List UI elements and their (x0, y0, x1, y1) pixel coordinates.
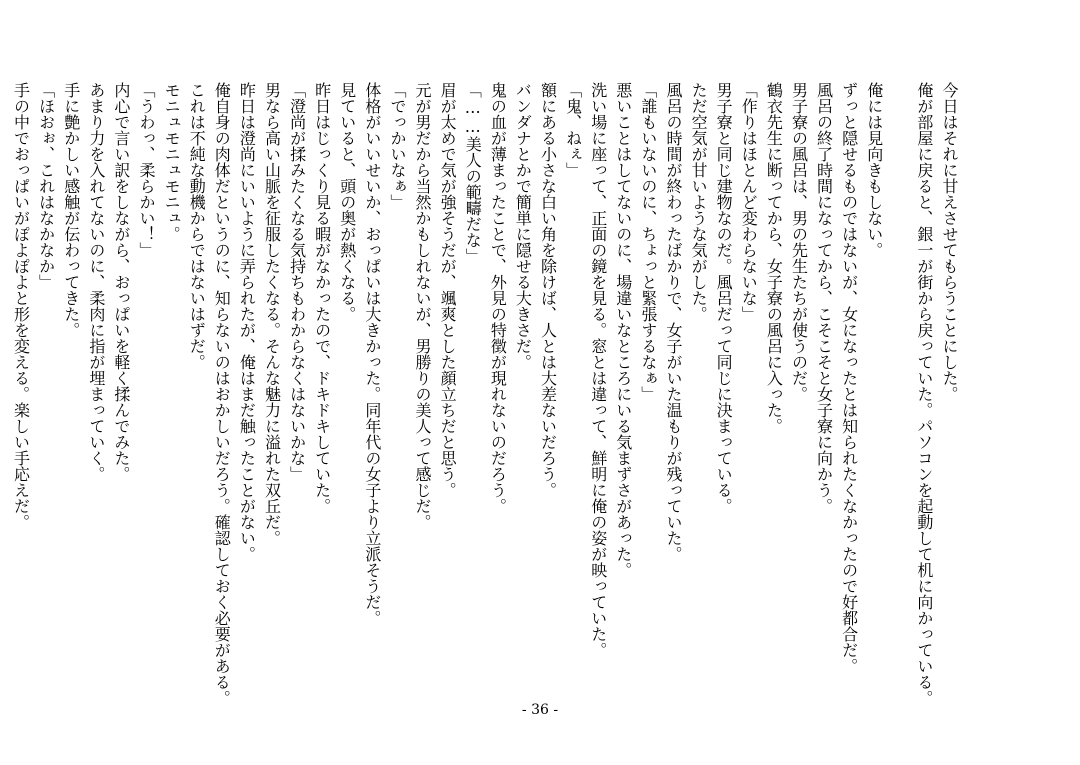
text-line: 男子寮の風呂は、男の先生たちが使うのだ。 (789, 82, 809, 402)
text-line: 眉が太めで気が強そうだが、颯爽とした顔立ちだと思う。 (438, 82, 458, 498)
body-text (8, 82, 962, 706)
text-line: 「誰もいないのに、ちょっと緊張するなぁ」 (638, 82, 658, 402)
text-line: これは不純な動機からではないはずだ。 (187, 82, 207, 370)
text-line: モニュモニュモニュ。 (162, 82, 182, 242)
text-line: 「ほおぉ、これはなかなか」 (36, 82, 56, 290)
text-line: 見ていると、頭の奥が熱くなる。 (337, 82, 357, 322)
text-line: 「……美人の範疇だな」 (463, 82, 483, 264)
page-number: - 36 - (521, 702, 559, 718)
text-line: 風呂の時間が終わったばかりで、女子がいた温もりが残っていた。 (663, 82, 683, 562)
text-line: 「作りはほとんど変わらないな」 (739, 82, 759, 322)
text-line: 悪いことはしてないのに、場違いなところにいる気まずさがあった。 (613, 82, 633, 578)
text-line: 俺自身の肉体だというのに、知らないのはおかしいだろう。確認しておく必要がある。 (212, 82, 232, 706)
text-line: 昨日はじっくり見る暇がなかったので、ドキドキしていた。 (312, 82, 332, 514)
text-line: 昨日は澄尚にいいように弄られたが、俺はまだ触ったことがない。 (237, 82, 257, 562)
text-line: 俺が部屋に戻ると、銀一が街から戻っていた。パソコンを起動して机に向かっている。 (914, 82, 934, 706)
text-line: 「鬼、ねぇ」 (563, 82, 583, 178)
text-line: 洗い場に座って、正面の鏡を見る。窓とは違って、鮮明に俺の姿が映っていた。 (588, 82, 608, 658)
text-line: 体格がいいせいか、おっぱいは大きかった。同年代の女子より立派そうだ。 (362, 82, 382, 626)
text-line: 「澄尚が揉みたくなる気持ちもわからなくはないかな」 (287, 82, 307, 482)
text-line: 風呂の終了時間になってから、こそこそと女子寮に向かう。 (814, 82, 834, 514)
text-line: 鶴衣先生に断ってから、女子寮の風呂に入った。 (764, 82, 784, 434)
text-line: 「うわっ、柔らかい！」 (137, 82, 156, 258)
text-line: 手に艶かしい感触が伝わってきた。 (61, 82, 81, 338)
text-line: 男子寮と同じ建物なのだ。風呂だって同じに決まっている。 (714, 82, 734, 514)
text-line: 額にある小さな白い角を除けば、人とは大差ないだろう。 (538, 82, 558, 498)
text-line: ただ空気が甘いような気がした。 (689, 82, 709, 322)
text-line: 今日はそれに甘えさせてもらうことにした。 (940, 82, 959, 402)
text-line: 手の中でおっぱいがぽよぽよと形を変える。楽しい手応えだ。 (11, 82, 31, 530)
text-line: 「でっかいなぁ」 (387, 82, 407, 210)
text-line: ずっと隠せるものではないが、女になったとは知られたくなかったので好都合だ。 (839, 82, 859, 674)
text-line: 俺には見向きもしない。 (864, 82, 884, 258)
text-line: 元が男だから当然かもしれないが、男勝りの美人って感じだ。 (413, 82, 433, 530)
text-line: あまり力を入れてないのに、柔肉に指が埋まっていく。 (86, 82, 106, 482)
text-line: バンダナとかで簡単に隠せる大きさだ。 (513, 82, 533, 370)
text-line: 鬼の血が薄まったことで、外見の特徴が現れないのだろう。 (488, 82, 508, 514)
text-line: 男なら高い山脈を征服したくなる。そんな魅力に溢れた双丘だ。 (262, 82, 282, 546)
text-line: 内心で言い訳をしながら、おっぱいを軽く揉んでみた。 (111, 82, 131, 482)
